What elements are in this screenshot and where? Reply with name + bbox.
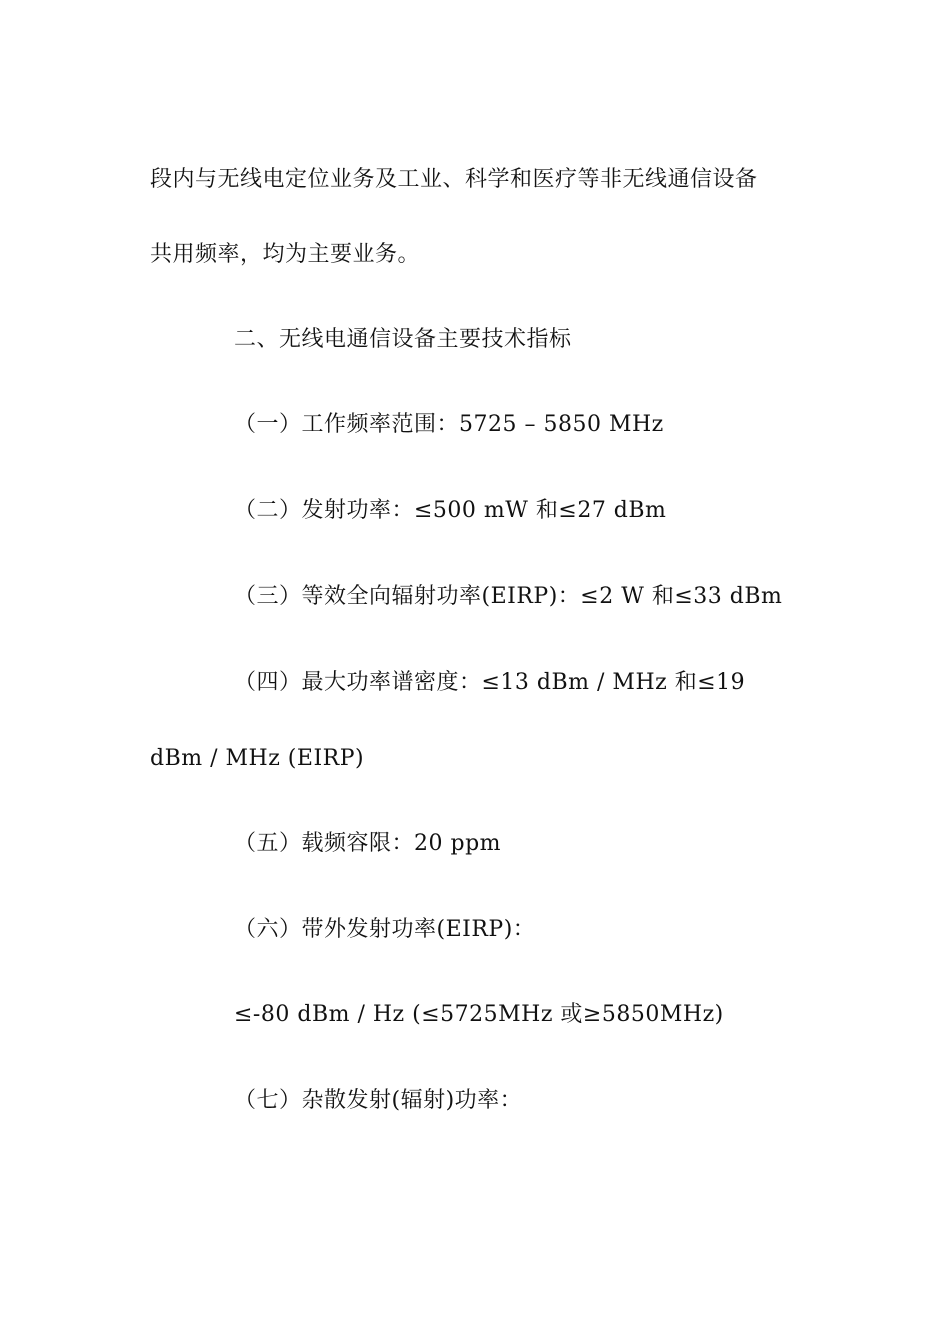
- section-heading: 二、无线电通信设备主要技术指标: [234, 327, 572, 352]
- spec-item-spurious-emission: （七）杂散发射(辐射)功率：: [234, 1088, 523, 1113]
- spec-item-power-spectral-density-continued: dBm / MHz (EIRP): [150, 746, 365, 771]
- paragraph-continuation-line-2: 共用频率，均为主要业务。: [150, 242, 421, 267]
- spec-item-frequency-range: （一）工作频率范围：5725 – 5850 MHz: [234, 412, 664, 437]
- spec-item-out-of-band-emission: （六）带外发射功率(EIRP)：: [234, 917, 536, 942]
- spec-item-carrier-tolerance: （五）载频容限：20 ppm: [234, 831, 502, 856]
- spec-item-power-spectral-density: （四）最大功率谱密度：≤13 dBm / MHz 和≤19: [234, 670, 746, 695]
- spec-item-transmit-power: （二）发射功率：≤500 mW 和≤27 dBm: [234, 498, 667, 523]
- spec-item-eirp: （三）等效全向辐射功率(EIRP)：≤2 W 和≤33 dBm: [234, 584, 783, 609]
- spec-item-out-of-band-emission-value: ≤-80 dBm / Hz (≤5725MHz 或≥5850MHz): [234, 1002, 724, 1027]
- paragraph-continuation-line-1: 段内与无线电定位业务及工业、科学和医疗等非无线通信设备: [150, 167, 758, 192]
